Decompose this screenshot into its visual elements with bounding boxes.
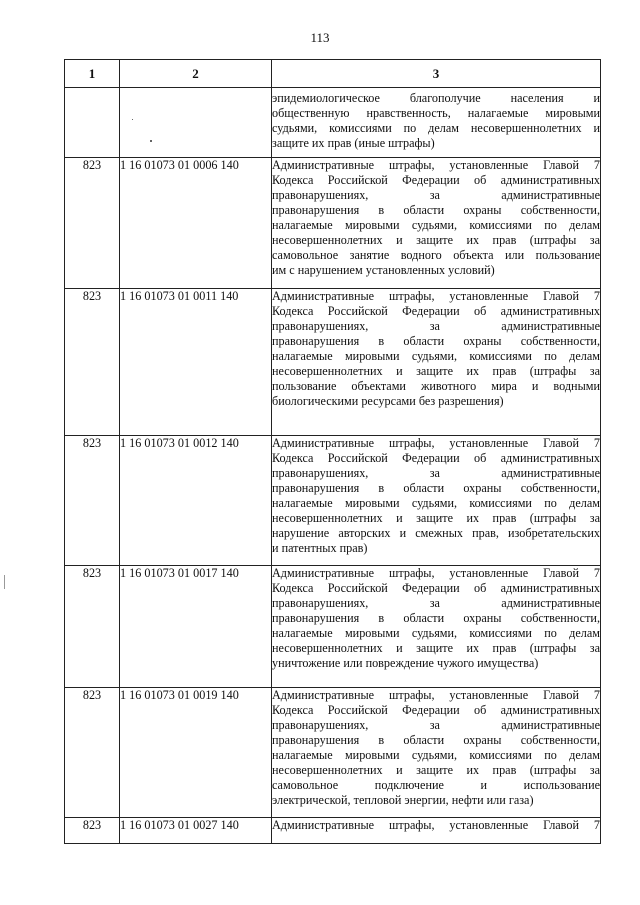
description-line: правонарушениях, за административные: [272, 718, 600, 732]
description-line: самовольное занятие водного объекта или пользование: [272, 248, 600, 262]
description-line: Административные штрафы, установленные Главой 7: [272, 289, 600, 303]
description-line: правонарушения в области охраны собственности,: [272, 733, 600, 747]
description-cell: [272, 688, 601, 818]
description-line: несовершеннолетних и защите их прав (штрафы за: [272, 641, 600, 655]
description-line: налагаемые мировыми судьями, комиссиями по делам: [272, 349, 600, 363]
description-line: правонарушения в области охраны собственности,: [272, 611, 600, 625]
description-line: несовершеннолетних и защите их прав (штрафы за: [272, 364, 600, 378]
description-line: правонарушениях, за административные: [272, 466, 600, 480]
description-line: налагаемые мировыми судьями, комиссиями по делам: [272, 748, 600, 762]
table-row: [65, 688, 601, 818]
description-line: и патентных прав): [272, 541, 368, 555]
table-row: [65, 158, 601, 289]
kbk-code-cell: 1 16 01073 01 0017 140: [120, 566, 272, 688]
column-header-2: 2: [120, 60, 272, 88]
description-line: Кодекса Российской Федерации об административных: [272, 304, 600, 318]
kbk-code-cell: 1 16 01073 01 0019 140: [120, 688, 272, 818]
description-line: судьями, комиссиями по делам несовершеннолетних и: [272, 121, 600, 135]
description-line: самовольное подключение и использование: [272, 778, 600, 792]
margin-mark: [4, 575, 5, 589]
kbk-code-cell: 1 16 01073 01 0011 140: [120, 289, 272, 436]
description-line: Административные штрафы, установленные Главой 7: [272, 436, 600, 450]
admin-code-cell: [65, 88, 120, 158]
column-header-3: 3: [272, 60, 601, 88]
description-line: Кодекса Российской Федерации об административных: [272, 451, 600, 465]
description-cell: [272, 818, 601, 844]
description-line: налагаемые мировыми судьями, комиссиями по делам: [272, 218, 600, 232]
table-row-continuation: [65, 88, 601, 158]
description-line: нарушение авторских и смежных прав, изобретательских: [272, 526, 600, 540]
description-line: правонарушения в области охраны собственности,: [272, 203, 600, 217]
description-line: налагаемые мировыми судьями, комиссиями по делам: [272, 496, 600, 510]
kbk-code-cell: 1 16 01073 01 0012 140: [120, 436, 272, 566]
description-cell: [272, 436, 601, 566]
description-line: Административные штрафы, установленные Главой 7: [272, 818, 600, 832]
admin-code-cell: 823: [65, 436, 120, 566]
description-cell: [272, 158, 601, 289]
kbk-code-cell: 1 16 01073 01 0027 140: [120, 818, 272, 844]
description-line: уничтожение или повреждение чужого имущества): [272, 656, 539, 670]
admin-code-cell: 823: [65, 566, 120, 688]
budget-classification-table: [64, 59, 601, 844]
scan-speck: [150, 140, 152, 142]
description-line: им с нарушением установленных условий): [272, 263, 495, 277]
admin-code-cell: 823: [65, 818, 120, 844]
description-line: Кодекса Российской Федерации об административных: [272, 173, 600, 187]
description-cell: [272, 566, 601, 688]
column-header-1: 1: [65, 60, 120, 88]
table-row: [65, 818, 601, 844]
page-number: 113: [310, 30, 330, 45]
scan-speck: [132, 119, 133, 120]
description-line: Кодекса Российской Федерации об административных: [272, 703, 600, 717]
kbk-code-cell: [120, 88, 272, 158]
description-line: биологическими ресурсами без разрешения): [272, 394, 504, 408]
description-line: несовершеннолетних и защите их прав (штрафы за: [272, 511, 600, 525]
description-line: правонарушения в области охраны собственности,: [272, 334, 600, 348]
description-line: правонарушениях, за административные: [272, 319, 600, 333]
description-line: защите их прав (иные штрафы): [272, 136, 435, 150]
admin-code-cell: 823: [65, 158, 120, 289]
description-line: несовершеннолетних и защите их прав (штрафы за: [272, 763, 600, 777]
description-cell: [272, 289, 601, 436]
description-cell: [272, 88, 601, 158]
table-row: [65, 289, 601, 436]
description-line: Административные штрафы, установленные Главой 7: [272, 688, 600, 702]
description-line: эпидемиологическое благополучие населения и: [272, 91, 600, 105]
description-line: правонарушениях, за административные: [272, 188, 600, 202]
description-line: налагаемые мировыми судьями, комиссиями по делам: [272, 626, 600, 640]
admin-code-cell: 823: [65, 289, 120, 436]
description-line: несовершеннолетних и защите их прав (штрафы за: [272, 233, 600, 247]
description-line: правонарушениях, за административные: [272, 596, 600, 610]
table-row: [65, 436, 601, 566]
description-line: общественную нравственность, налагаемые мировыми: [272, 106, 600, 120]
description-line: правонарушения в области охраны собственности,: [272, 481, 600, 495]
kbk-code-cell: 1 16 01073 01 0006 140: [120, 158, 272, 289]
description-line: электрической, тепловой энергии, нефти или газа): [272, 793, 534, 807]
table-row: [65, 566, 601, 688]
description-line: Административные штрафы, установленные Главой 7: [272, 158, 600, 172]
description-line: Кодекса Российской Федерации об административных: [272, 581, 600, 595]
description-line: Административные штрафы, установленные Главой 7: [272, 566, 600, 580]
admin-code-cell: 823: [65, 688, 120, 818]
table-header-row: [65, 60, 601, 88]
description-line: пользование объектами животного мира и водными: [272, 379, 600, 393]
